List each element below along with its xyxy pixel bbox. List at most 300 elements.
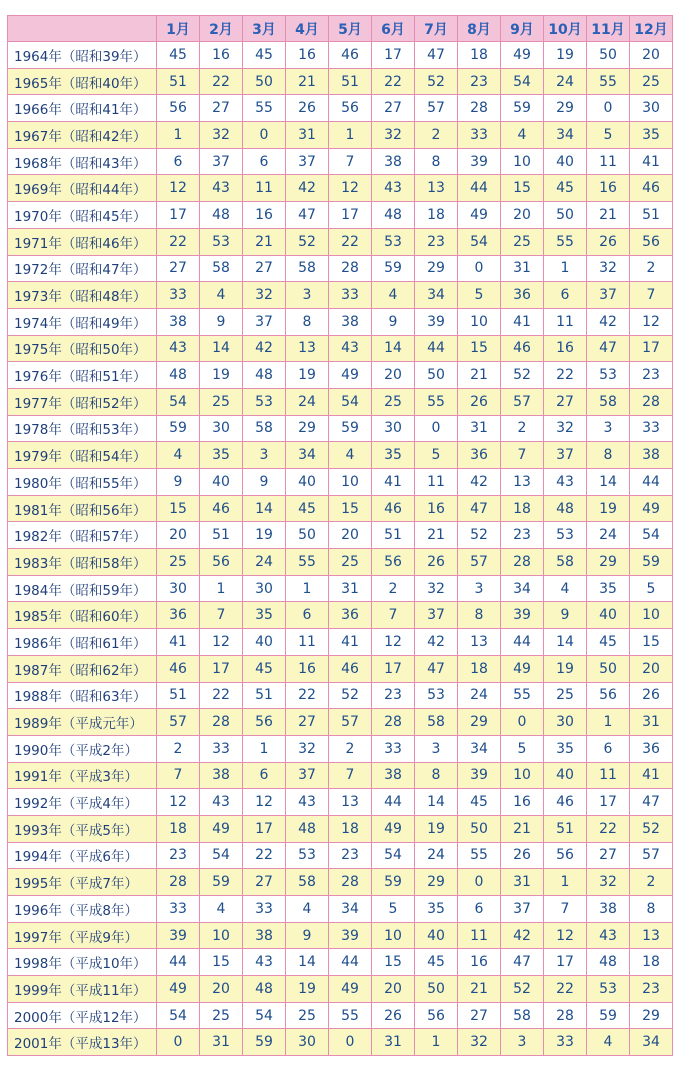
- value-cell: 20: [630, 655, 673, 682]
- year-label-cell: 1977年（昭和52年）: [8, 388, 157, 415]
- value-cell: 33: [157, 282, 200, 309]
- value-cell: 43: [544, 469, 587, 496]
- value-cell: 11: [544, 308, 587, 335]
- value-cell: 41: [630, 148, 673, 175]
- value-cell: 53: [372, 228, 415, 255]
- value-cell: 41: [501, 308, 544, 335]
- value-cell: 31: [501, 869, 544, 896]
- value-cell: 57: [458, 549, 501, 576]
- value-cell: 49: [372, 815, 415, 842]
- value-cell: 39: [415, 308, 458, 335]
- value-cell: 21: [243, 228, 286, 255]
- value-cell: 40: [200, 469, 243, 496]
- value-cell: 23: [372, 682, 415, 709]
- value-cell: 28: [200, 709, 243, 736]
- value-cell: 41: [372, 469, 415, 496]
- value-cell: 37: [544, 442, 587, 469]
- value-cell: 43: [286, 789, 329, 816]
- value-cell: 53: [415, 682, 458, 709]
- value-cell: 40: [415, 922, 458, 949]
- value-cell: 54: [157, 1002, 200, 1029]
- year-label-cell: 1991年（平成3年）: [8, 762, 157, 789]
- value-cell: 17: [243, 815, 286, 842]
- value-cell: 22: [200, 68, 243, 95]
- year-label-cell: 1990年（平成2年）: [8, 735, 157, 762]
- value-cell: 15: [458, 335, 501, 362]
- value-cell: 7: [501, 442, 544, 469]
- value-cell: 48: [243, 976, 286, 1003]
- value-cell: 54: [157, 388, 200, 415]
- value-cell: 12: [200, 629, 243, 656]
- value-cell: 19: [243, 522, 286, 549]
- value-cell: 37: [286, 762, 329, 789]
- value-cell: 33: [544, 1029, 587, 1056]
- value-cell: 27: [243, 255, 286, 282]
- value-cell: 22: [372, 68, 415, 95]
- year-label-cell: 1981年（昭和56年）: [8, 495, 157, 522]
- value-cell: 5: [372, 896, 415, 923]
- value-cell: 58: [286, 255, 329, 282]
- value-cell: 29: [415, 255, 458, 282]
- year-label-cell: 1987年（昭和62年）: [8, 655, 157, 682]
- year-label-cell: 1999年（平成11年）: [8, 976, 157, 1003]
- value-cell: 19: [200, 362, 243, 389]
- value-cell: 19: [587, 495, 630, 522]
- value-cell: 30: [630, 95, 673, 122]
- value-cell: 50: [587, 655, 630, 682]
- value-cell: 17: [157, 202, 200, 229]
- table-row: [8, 68, 673, 95]
- year-label-cell: 1980年（昭和55年）: [8, 469, 157, 496]
- month-header: 6月: [372, 16, 415, 42]
- value-cell: 9: [372, 308, 415, 335]
- value-cell: 45: [243, 42, 286, 69]
- year-label-cell: 1984年（昭和59年）: [8, 575, 157, 602]
- value-cell: 49: [501, 42, 544, 69]
- value-cell: 59: [587, 1002, 630, 1029]
- value-cell: 16: [415, 495, 458, 522]
- value-cell: 43: [329, 335, 372, 362]
- value-cell: 42: [587, 308, 630, 335]
- value-cell: 16: [243, 202, 286, 229]
- month-header: 5月: [329, 16, 372, 42]
- value-cell: 46: [630, 175, 673, 202]
- value-cell: 2: [415, 122, 458, 149]
- value-cell: 22: [200, 682, 243, 709]
- value-cell: 50: [587, 42, 630, 69]
- value-cell: 16: [501, 789, 544, 816]
- value-cell: 33: [243, 896, 286, 923]
- value-cell: 48: [200, 202, 243, 229]
- value-cell: 44: [501, 629, 544, 656]
- value-cell: 59: [157, 415, 200, 442]
- value-cell: 21: [458, 362, 501, 389]
- value-cell: 48: [372, 202, 415, 229]
- value-cell: 17: [372, 42, 415, 69]
- table-row: [8, 842, 673, 869]
- table-row: [8, 922, 673, 949]
- value-cell: 53: [544, 522, 587, 549]
- value-cell: 23: [630, 362, 673, 389]
- value-cell: 25: [200, 1002, 243, 1029]
- value-cell: 57: [630, 842, 673, 869]
- value-cell: 35: [200, 442, 243, 469]
- value-cell: 1: [200, 575, 243, 602]
- value-cell: 44: [458, 175, 501, 202]
- value-cell: 44: [157, 949, 200, 976]
- year-label-cell: 1982年（昭和57年）: [8, 522, 157, 549]
- value-cell: 11: [458, 922, 501, 949]
- value-cell: 26: [286, 95, 329, 122]
- value-cell: 0: [501, 709, 544, 736]
- value-cell: 39: [458, 762, 501, 789]
- value-cell: 48: [157, 362, 200, 389]
- value-cell: 59: [372, 869, 415, 896]
- value-cell: 58: [544, 549, 587, 576]
- table-row: [8, 896, 673, 923]
- value-cell: 25: [286, 1002, 329, 1029]
- table-row: [8, 388, 673, 415]
- value-cell: 26: [630, 682, 673, 709]
- value-cell: 56: [372, 549, 415, 576]
- value-cell: 45: [286, 495, 329, 522]
- value-cell: 6: [157, 148, 200, 175]
- value-cell: 26: [587, 228, 630, 255]
- value-cell: 8: [415, 762, 458, 789]
- value-cell: 17: [544, 949, 587, 976]
- value-cell: 56: [587, 682, 630, 709]
- value-cell: 1: [329, 122, 372, 149]
- value-cell: 53: [200, 228, 243, 255]
- value-cell: 0: [329, 1029, 372, 1056]
- month-header: 3月: [243, 16, 286, 42]
- value-cell: 7: [329, 762, 372, 789]
- value-cell: 32: [458, 1029, 501, 1056]
- year-label-cell: 1985年（昭和60年）: [8, 602, 157, 629]
- value-cell: 27: [544, 388, 587, 415]
- value-cell: 28: [157, 869, 200, 896]
- value-cell: 1: [415, 1029, 458, 1056]
- year-label-cell: 1967年（昭和42年）: [8, 122, 157, 149]
- value-cell: 42: [415, 629, 458, 656]
- value-cell: 1: [587, 709, 630, 736]
- value-cell: 11: [587, 762, 630, 789]
- value-cell: 18: [329, 815, 372, 842]
- value-cell: 35: [243, 602, 286, 629]
- value-cell: 38: [372, 762, 415, 789]
- value-cell: 27: [587, 842, 630, 869]
- value-cell: 4: [200, 282, 243, 309]
- value-cell: 25: [157, 549, 200, 576]
- value-cell: 59: [501, 95, 544, 122]
- table-row: [8, 469, 673, 496]
- value-cell: 50: [243, 68, 286, 95]
- value-cell: 6: [587, 735, 630, 762]
- value-cell: 9: [544, 602, 587, 629]
- value-cell: 44: [415, 335, 458, 362]
- value-cell: 10: [200, 922, 243, 949]
- value-cell: 49: [157, 976, 200, 1003]
- month-header: 4月: [286, 16, 329, 42]
- value-cell: 0: [587, 95, 630, 122]
- value-cell: 7: [329, 148, 372, 175]
- value-cell: 50: [415, 976, 458, 1003]
- value-cell: 47: [415, 655, 458, 682]
- value-cell: 24: [286, 388, 329, 415]
- value-cell: 10: [458, 308, 501, 335]
- table-row: [8, 575, 673, 602]
- value-cell: 43: [200, 789, 243, 816]
- table-row: [8, 42, 673, 69]
- value-cell: 35: [544, 735, 587, 762]
- value-cell: 15: [329, 495, 372, 522]
- table-row: [8, 762, 673, 789]
- value-cell: 32: [587, 869, 630, 896]
- value-cell: 4: [587, 1029, 630, 1056]
- month-header: 10月: [544, 16, 587, 42]
- value-cell: 9: [157, 469, 200, 496]
- year-label-cell: 1986年（昭和61年）: [8, 629, 157, 656]
- value-cell: 10: [329, 469, 372, 496]
- value-cell: 16: [286, 655, 329, 682]
- value-cell: 29: [544, 95, 587, 122]
- value-cell: 52: [630, 815, 673, 842]
- value-cell: 34: [415, 282, 458, 309]
- value-cell: 35: [415, 896, 458, 923]
- value-cell: 57: [157, 709, 200, 736]
- value-cell: 2: [501, 415, 544, 442]
- value-cell: 19: [415, 815, 458, 842]
- value-cell: 24: [243, 549, 286, 576]
- year-label-cell: 1992年（平成4年）: [8, 789, 157, 816]
- value-cell: 34: [630, 1029, 673, 1056]
- value-cell: 49: [458, 202, 501, 229]
- value-cell: 23: [501, 522, 544, 549]
- value-cell: 22: [329, 228, 372, 255]
- value-cell: 46: [544, 789, 587, 816]
- value-cell: 59: [243, 1029, 286, 1056]
- value-cell: 56: [200, 549, 243, 576]
- year-label-cell: 1970年（昭和45年）: [8, 202, 157, 229]
- value-cell: 54: [458, 228, 501, 255]
- table-row: [8, 122, 673, 149]
- value-cell: 37: [587, 282, 630, 309]
- header-corner-cell: [8, 16, 157, 42]
- table-row: [8, 362, 673, 389]
- value-cell: 31: [200, 1029, 243, 1056]
- value-cell: 18: [157, 815, 200, 842]
- value-cell: 40: [587, 602, 630, 629]
- value-cell: 38: [329, 308, 372, 335]
- month-header: 12月: [630, 16, 673, 42]
- value-cell: 56: [630, 228, 673, 255]
- value-cell: 1: [544, 869, 587, 896]
- value-cell: 12: [157, 175, 200, 202]
- value-cell: 39: [329, 922, 372, 949]
- value-cell: 54: [372, 842, 415, 869]
- value-cell: 21: [501, 815, 544, 842]
- table-row: [8, 549, 673, 576]
- value-cell: 32: [200, 122, 243, 149]
- value-cell: 7: [630, 282, 673, 309]
- value-cell: 17: [200, 655, 243, 682]
- value-cell: 5: [415, 442, 458, 469]
- year-label-cell: 1988年（昭和63年）: [8, 682, 157, 709]
- value-cell: 6: [544, 282, 587, 309]
- value-cell: 15: [501, 175, 544, 202]
- value-cell: 11: [243, 175, 286, 202]
- value-cell: 4: [544, 575, 587, 602]
- year-label-cell: 1996年（平成8年）: [8, 896, 157, 923]
- value-cell: 59: [630, 549, 673, 576]
- value-cell: 50: [458, 815, 501, 842]
- value-cell: 26: [372, 1002, 415, 1029]
- value-cell: 3: [415, 735, 458, 762]
- value-cell: 55: [286, 549, 329, 576]
- value-cell: 47: [286, 202, 329, 229]
- year-label-cell: 1989年（平成元年）: [8, 709, 157, 736]
- value-cell: 57: [329, 709, 372, 736]
- value-cell: 10: [372, 922, 415, 949]
- value-cell: 40: [286, 469, 329, 496]
- value-cell: 47: [501, 949, 544, 976]
- value-cell: 13: [415, 175, 458, 202]
- value-cell: 12: [157, 789, 200, 816]
- value-cell: 18: [501, 495, 544, 522]
- value-cell: 20: [329, 522, 372, 549]
- year-label-cell: 1964年（昭和39年）: [8, 42, 157, 69]
- value-cell: 22: [544, 362, 587, 389]
- value-cell: 58: [243, 415, 286, 442]
- value-cell: 34: [544, 122, 587, 149]
- value-cell: 20: [157, 522, 200, 549]
- value-cell: 37: [286, 148, 329, 175]
- value-cell: 12: [544, 922, 587, 949]
- value-cell: 4: [329, 442, 372, 469]
- value-cell: 23: [630, 976, 673, 1003]
- value-cell: 12: [372, 629, 415, 656]
- value-cell: 51: [243, 682, 286, 709]
- value-cell: 31: [329, 575, 372, 602]
- value-cell: 58: [501, 1002, 544, 1029]
- table-row: [8, 735, 673, 762]
- value-cell: 20: [630, 42, 673, 69]
- value-cell: 33: [200, 735, 243, 762]
- value-cell: 25: [630, 68, 673, 95]
- value-cell: 37: [415, 602, 458, 629]
- value-cell: 37: [501, 896, 544, 923]
- value-cell: 36: [630, 735, 673, 762]
- value-cell: 20: [372, 976, 415, 1003]
- value-cell: 2: [157, 735, 200, 762]
- value-cell: 0: [458, 255, 501, 282]
- value-cell: 4: [286, 896, 329, 923]
- month-header: 1月: [157, 16, 200, 42]
- value-cell: 9: [243, 469, 286, 496]
- value-cell: 28: [630, 388, 673, 415]
- value-cell: 8: [415, 148, 458, 175]
- value-cell: 7: [200, 602, 243, 629]
- value-cell: 32: [544, 415, 587, 442]
- value-cell: 4: [372, 282, 415, 309]
- year-label-cell: 1965年（昭和40年）: [8, 68, 157, 95]
- value-cell: 3: [286, 282, 329, 309]
- value-cell: 37: [200, 148, 243, 175]
- value-cell: 33: [157, 896, 200, 923]
- value-cell: 38: [630, 442, 673, 469]
- value-cell: 15: [200, 949, 243, 976]
- value-cell: 48: [243, 362, 286, 389]
- year-label-cell: 1997年（平成9年）: [8, 922, 157, 949]
- value-cell: 8: [587, 442, 630, 469]
- value-cell: 54: [630, 522, 673, 549]
- value-cell: 44: [372, 789, 415, 816]
- value-cell: 16: [544, 335, 587, 362]
- value-cell: 47: [458, 495, 501, 522]
- value-cell: 45: [544, 175, 587, 202]
- value-cell: 51: [200, 522, 243, 549]
- value-cell: 23: [415, 228, 458, 255]
- value-cell: 16: [200, 42, 243, 69]
- table-row: [8, 949, 673, 976]
- value-cell: 22: [286, 682, 329, 709]
- value-cell: 27: [200, 95, 243, 122]
- header-row: [8, 16, 673, 42]
- value-cell: 14: [286, 949, 329, 976]
- value-cell: 9: [286, 922, 329, 949]
- value-cell: 52: [329, 682, 372, 709]
- value-cell: 48: [286, 815, 329, 842]
- value-cell: 9: [200, 308, 243, 335]
- value-cell: 10: [630, 602, 673, 629]
- value-cell: 7: [157, 762, 200, 789]
- table-row: [8, 95, 673, 122]
- value-cell: 13: [286, 335, 329, 362]
- value-cell: 36: [157, 602, 200, 629]
- value-cell: 32: [415, 575, 458, 602]
- value-cell: 34: [501, 575, 544, 602]
- value-cell: 24: [415, 842, 458, 869]
- value-cell: 14: [544, 629, 587, 656]
- value-cell: 53: [587, 976, 630, 1003]
- value-cell: 35: [372, 442, 415, 469]
- value-cell: 21: [458, 976, 501, 1003]
- value-cell: 41: [329, 629, 372, 656]
- value-cell: 7: [372, 602, 415, 629]
- value-cell: 36: [329, 602, 372, 629]
- value-cell: 19: [544, 655, 587, 682]
- value-cell: 38: [200, 762, 243, 789]
- value-cell: 20: [372, 362, 415, 389]
- value-cell: 31: [286, 122, 329, 149]
- year-label-cell: 1975年（昭和50年）: [8, 335, 157, 362]
- value-cell: 28: [544, 1002, 587, 1029]
- table-row: [8, 175, 673, 202]
- value-cell: 6: [243, 762, 286, 789]
- value-cell: 57: [501, 388, 544, 415]
- value-cell: 47: [415, 42, 458, 69]
- year-label-cell: 1969年（昭和44年）: [8, 175, 157, 202]
- value-cell: 42: [243, 335, 286, 362]
- value-cell: 1: [286, 575, 329, 602]
- value-cell: 48: [587, 949, 630, 976]
- value-cell: 55: [329, 1002, 372, 1029]
- value-cell: 56: [243, 709, 286, 736]
- value-cell: 39: [458, 148, 501, 175]
- year-month-table: [7, 15, 673, 1056]
- year-label-cell: 1998年（平成10年）: [8, 949, 157, 976]
- value-cell: 21: [286, 68, 329, 95]
